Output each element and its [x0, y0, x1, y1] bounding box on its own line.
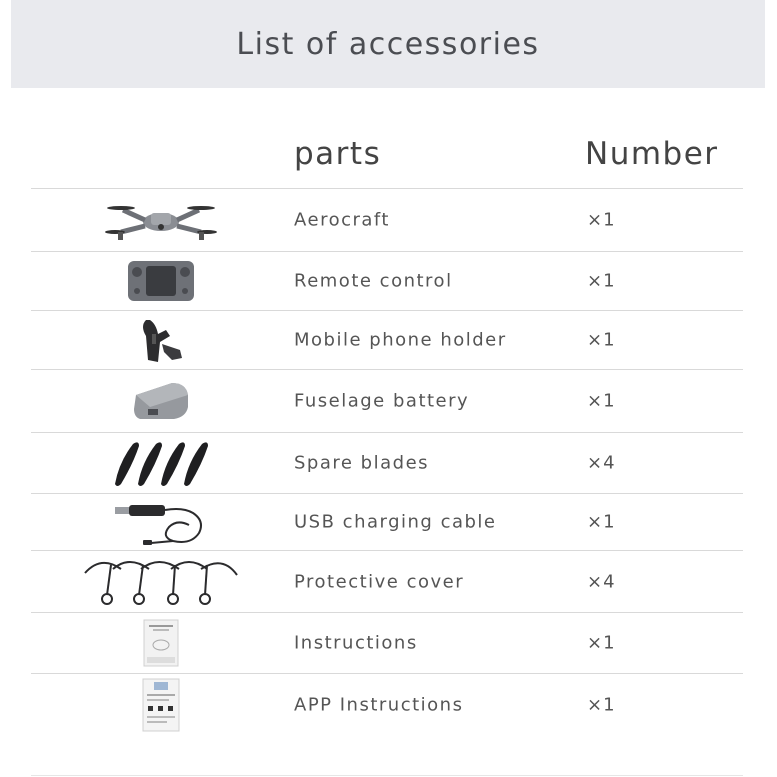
- instructions-booklet-icon: [71, 613, 251, 673]
- table-row: [31, 613, 743, 673]
- spare-blades-icon: [71, 433, 251, 493]
- part-quantity: ×1: [587, 390, 616, 412]
- parts-column-header: parts: [294, 136, 382, 172]
- part-name: Instructions: [294, 632, 418, 654]
- part-name: Remote control: [294, 270, 453, 292]
- table-header: [31, 130, 743, 188]
- table-row: [31, 189, 743, 251]
- title-banner: [11, 0, 765, 88]
- table-row: [31, 551, 743, 612]
- part-name: Aerocraft: [294, 209, 390, 231]
- bottom-divider: [31, 775, 743, 776]
- remote-control-icon: [71, 252, 251, 310]
- protective-cover-icon: [71, 551, 251, 612]
- phone-holder-icon: [71, 311, 251, 369]
- app-instructions-sheet-icon: [71, 674, 251, 736]
- part-quantity: ×1: [587, 694, 616, 716]
- part-quantity: ×1: [587, 329, 616, 351]
- page-title: List of accessories: [236, 26, 540, 62]
- part-name: Spare blades: [294, 452, 430, 474]
- part-name: Fuselage battery: [294, 390, 470, 412]
- part-quantity: ×1: [587, 209, 616, 231]
- part-quantity: ×4: [587, 452, 616, 474]
- table-row: [31, 370, 743, 432]
- part-quantity: ×1: [587, 511, 616, 533]
- part-name: USB charging cable: [294, 511, 497, 533]
- part-name: Mobile phone holder: [294, 329, 507, 351]
- part-quantity: ×4: [587, 571, 616, 592]
- part-name: APP Instructions: [294, 694, 464, 716]
- part-name: Protective cover: [294, 571, 465, 592]
- part-quantity: ×1: [587, 270, 616, 292]
- battery-icon: [71, 370, 251, 432]
- table-row: [31, 252, 743, 310]
- table-row: [31, 674, 743, 736]
- drone-icon: [71, 189, 251, 251]
- usb-cable-icon: [71, 494, 251, 550]
- table-row: [31, 433, 743, 493]
- table-row: [31, 494, 743, 550]
- number-column-header: Number: [585, 136, 719, 172]
- table-row: [31, 311, 743, 369]
- part-quantity: ×1: [587, 632, 616, 654]
